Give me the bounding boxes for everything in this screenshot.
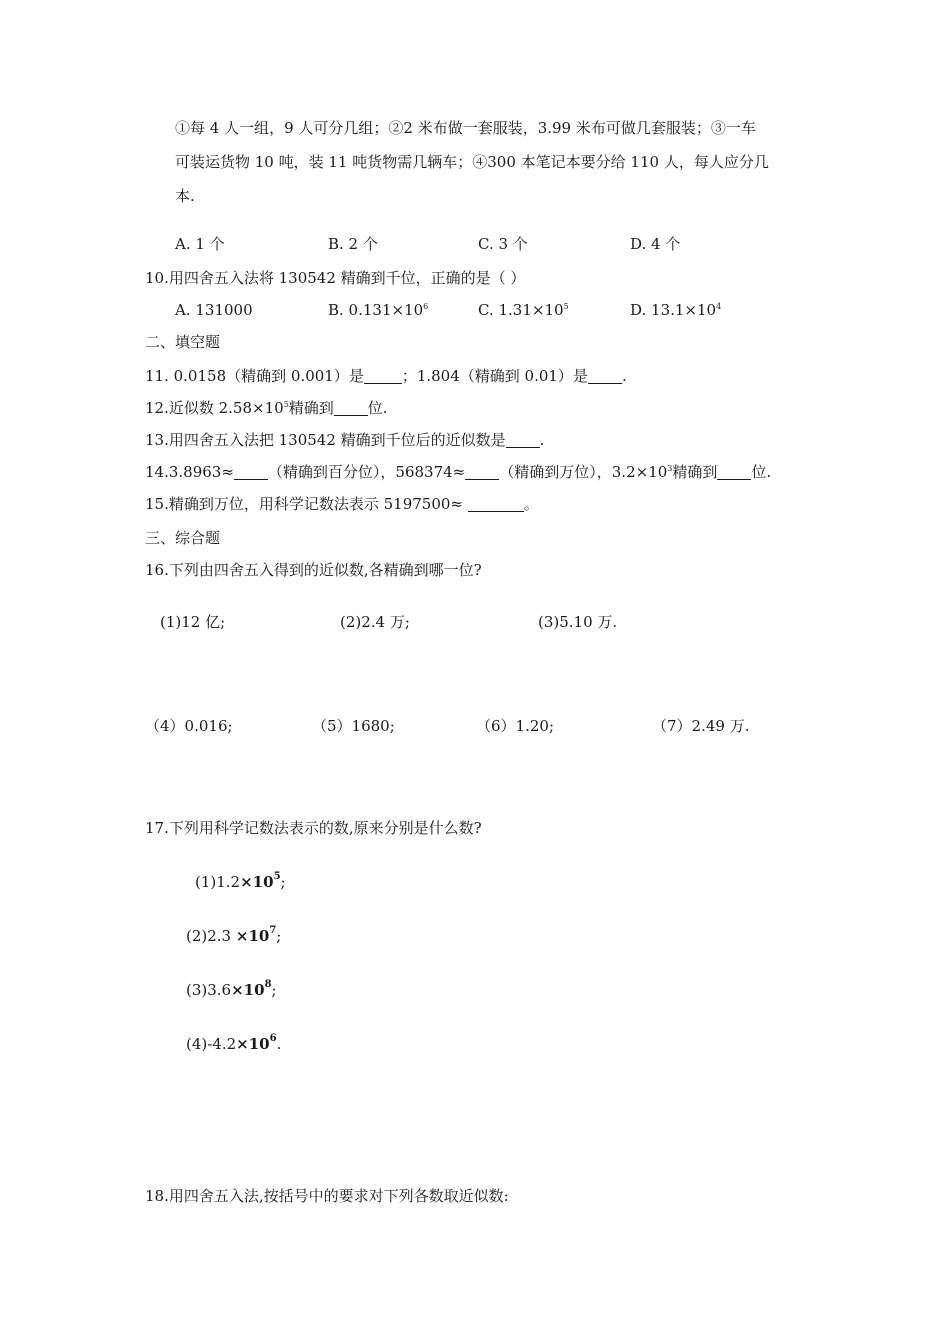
q18-stem: 18.用四舍五入法,按括号中的要求对下列各数取近似数: bbox=[145, 1187, 509, 1205]
q16-item-2: (2)2.4 万; bbox=[340, 613, 410, 631]
q16-item-1: (1)12 亿; bbox=[160, 613, 226, 631]
q15: 15.精确到万位，用科学记数法表示 5197500≈ 。 bbox=[145, 495, 539, 513]
q13: 13.用四舍五入法把 130542 精确到千位后的近似数是 . bbox=[145, 431, 545, 449]
q17-item-3: $(3)3.6\times 10^8$; bbox=[186, 979, 277, 999]
q11: 11. 0.0158（精确到 0.001）是 ；1.804（精确到 0.01）是 . bbox=[145, 367, 627, 385]
q10-option-c: C. $1.31\times 10^5$ bbox=[478, 301, 569, 319]
section-heading-comprehensive: 三、综合题 bbox=[145, 529, 221, 547]
q14-blank-2 bbox=[465, 465, 499, 480]
q16-item-5: （5）1680; bbox=[312, 717, 395, 735]
section-heading-fill-blank: 二、填空题 bbox=[145, 333, 221, 351]
q17-item-2: $(2)2.3 \times 10^7$; bbox=[186, 925, 282, 945]
q9-option-b: B. 2 个 bbox=[328, 235, 378, 253]
q10-option-d: D. $13.1\times 10^4$ bbox=[630, 301, 722, 319]
q10-stem: 10.用四舍五入法将 130542 精确到千位，正确的是（ ） bbox=[145, 269, 526, 287]
q16-item-3: (3)5.10 万. bbox=[538, 613, 618, 631]
q15-blank bbox=[468, 497, 524, 512]
q17-item-1: $(1)1.2\times 10^5$; bbox=[195, 871, 286, 891]
q12-blank bbox=[334, 401, 368, 416]
q17-stem: 17.下列用科学记数法表示的数,原来分别是什么数? bbox=[145, 819, 482, 837]
q9-line2: 可装运货物 10 吨，装 11 吨货物需几辆车；④300 本笔记本要分给 110 人，每人应分几 bbox=[175, 153, 769, 171]
q9-option-c: C. 3 个 bbox=[478, 235, 528, 253]
q16-item-7: （7）2.49 万. bbox=[652, 717, 750, 735]
q9-option-a: A. 1 个 bbox=[175, 235, 225, 253]
q17-item-4: $(4)-4.2\times 10^6$. bbox=[186, 1033, 282, 1053]
q9-line3: 本. bbox=[175, 187, 195, 205]
q16-item-4: （4）0.016; bbox=[145, 717, 233, 735]
q14-blank-1 bbox=[234, 465, 268, 480]
q13-blank bbox=[506, 433, 540, 448]
q10-option-b: B. $0.131\times 10^6$ bbox=[328, 301, 429, 319]
q11-blank-1 bbox=[364, 369, 402, 384]
q14: 14.3.8963≈ （精确到百分位），568374≈ （精确到万位），$3.2\times 10^3$精确到 位. bbox=[145, 463, 772, 481]
q11-blank-2 bbox=[588, 369, 622, 384]
q16-stem: 16.下列由四舍五入得到的近似数,各精确到哪一位? bbox=[145, 561, 482, 579]
q12: 12.近似数 $2.58\times 10^5$精确到 位. bbox=[145, 399, 388, 417]
q9-option-d: D. 4 个 bbox=[630, 235, 681, 253]
q16-item-6: （6）1.20; bbox=[476, 717, 554, 735]
q10-option-a: A. 131000 bbox=[175, 301, 253, 319]
q9-line1: ①每 4 人一组，9 人可分几组；②2 米布做一套服装，3.99 米布可做几套服装；③一车 bbox=[175, 119, 756, 137]
q14-blank-3 bbox=[717, 465, 751, 480]
